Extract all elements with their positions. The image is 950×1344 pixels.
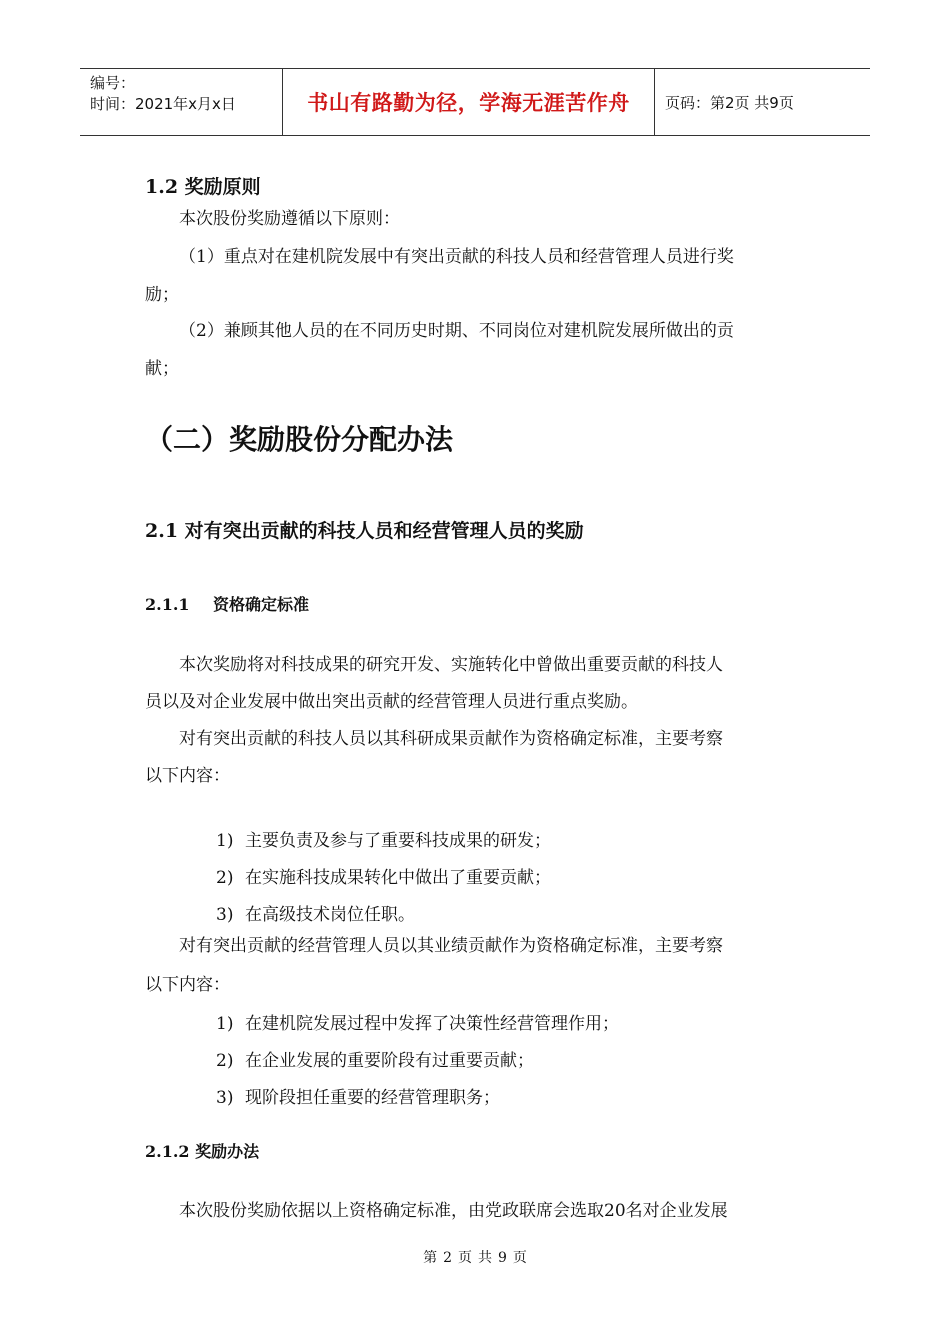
para-2-1-1-p2-line1: 对有突出贡献的科技人员以其科研成果贡献作为资格确定标准，主要考察 — [179, 729, 723, 749]
list-number: 2) — [216, 1051, 234, 1071]
para-2-1-1-p1-line2: 员以及对企业发展中做出突出贡献的经营管理人员进行重点奖励。 — [145, 692, 638, 712]
footer-text: 页 — [458, 1250, 472, 1266]
para-2-1-2-p1-line1: 本次股份奖励依据以上资格确定标准，由党政联席会选取20名对企业发展 — [179, 1201, 728, 1221]
list-text: 在实施科技成果转化中做出了重要贡献； — [245, 868, 551, 888]
footer-text: 第 — [423, 1250, 438, 1266]
list-item — [216, 1046, 534, 1071]
list-number: 1) — [216, 831, 234, 851]
heading-section-2: （二）奖励股份分配办法 — [145, 423, 454, 456]
para-1-2-item1-line1: （1）重点对在建机院发展中有突出贡献的科技人员和经营管理人员进行奖 — [179, 247, 734, 267]
page-header — [80, 68, 870, 136]
page-footer — [0, 1247, 950, 1267]
para-2-1-1-p2-line2: 以下内容： — [145, 766, 230, 786]
footer-page-number: 2 — [443, 1250, 452, 1266]
heading-2-1-1-number: 2.1.1 — [145, 595, 190, 614]
header-motto: 书山有路勤为径，学海无涯苦作舟 — [307, 91, 630, 115]
para-1-2-item2-line2: 献； — [145, 359, 179, 379]
list-text: 在建机院发展过程中发挥了决策性经营管理作用； — [245, 1014, 619, 1034]
footer-text: 共 — [478, 1250, 492, 1266]
list-text: 主要负责及参与了重要科技成果的研发； — [245, 831, 551, 851]
para-1-2-item1-line2: 励； — [145, 285, 179, 305]
header-time: 时间：2021年x月x日 — [90, 95, 236, 113]
heading-2-1-1 — [145, 592, 309, 615]
para-1-2-item2-line1: （2）兼顾其他人员的在不同历史时期、不同岗位对建机院发展所做出的贡 — [179, 321, 734, 341]
header-meta — [80, 69, 282, 135]
para-1-2-intro: 本次股份奖励遵循以下原则： — [179, 209, 400, 229]
list-item — [216, 863, 551, 888]
footer-text: 页 — [512, 1250, 527, 1266]
heading-1-2: 1.2 奖励原则 — [145, 176, 261, 198]
header-page-info: 页码：第2页 共9页 — [665, 93, 794, 112]
header-motto-cell — [282, 69, 655, 135]
list-number: 2) — [216, 868, 234, 888]
list-text: 现阶段担任重要的经营管理职务； — [245, 1088, 500, 1108]
list-item — [216, 826, 551, 851]
footer-total-pages: 9 — [498, 1250, 507, 1266]
list-number: 1) — [216, 1014, 234, 1034]
list-number: 3) — [216, 905, 234, 925]
heading-2-1: 2.1 对有突出贡献的科技人员和经营管理人员的奖励 — [145, 520, 584, 542]
para-2-1-1-p3-line1: 对有突出贡献的经营管理人员以其业绩贡献作为资格确定标准，主要考察 — [179, 936, 723, 956]
list-number: 3) — [216, 1088, 234, 1108]
heading-2-1-1-title: 资格确定标准 — [213, 595, 310, 614]
list-item — [216, 1009, 619, 1034]
list-text: 在高级技术岗位任职。 — [245, 905, 415, 925]
para-2-1-1-p3-line2: 以下内容： — [145, 975, 230, 995]
para-2-1-1-p1-line1: 本次奖励将对科技成果的研究开发、实施转化中曾做出重要贡献的科技人 — [179, 655, 723, 675]
list-text: 在企业发展的重要阶段有过重要贡献； — [245, 1051, 534, 1071]
header-number: 编号： — [90, 74, 136, 92]
list-item — [216, 1083, 500, 1108]
heading-2-1-2: 2.1.2 奖励办法 — [145, 1142, 260, 1161]
list-item — [216, 900, 415, 925]
